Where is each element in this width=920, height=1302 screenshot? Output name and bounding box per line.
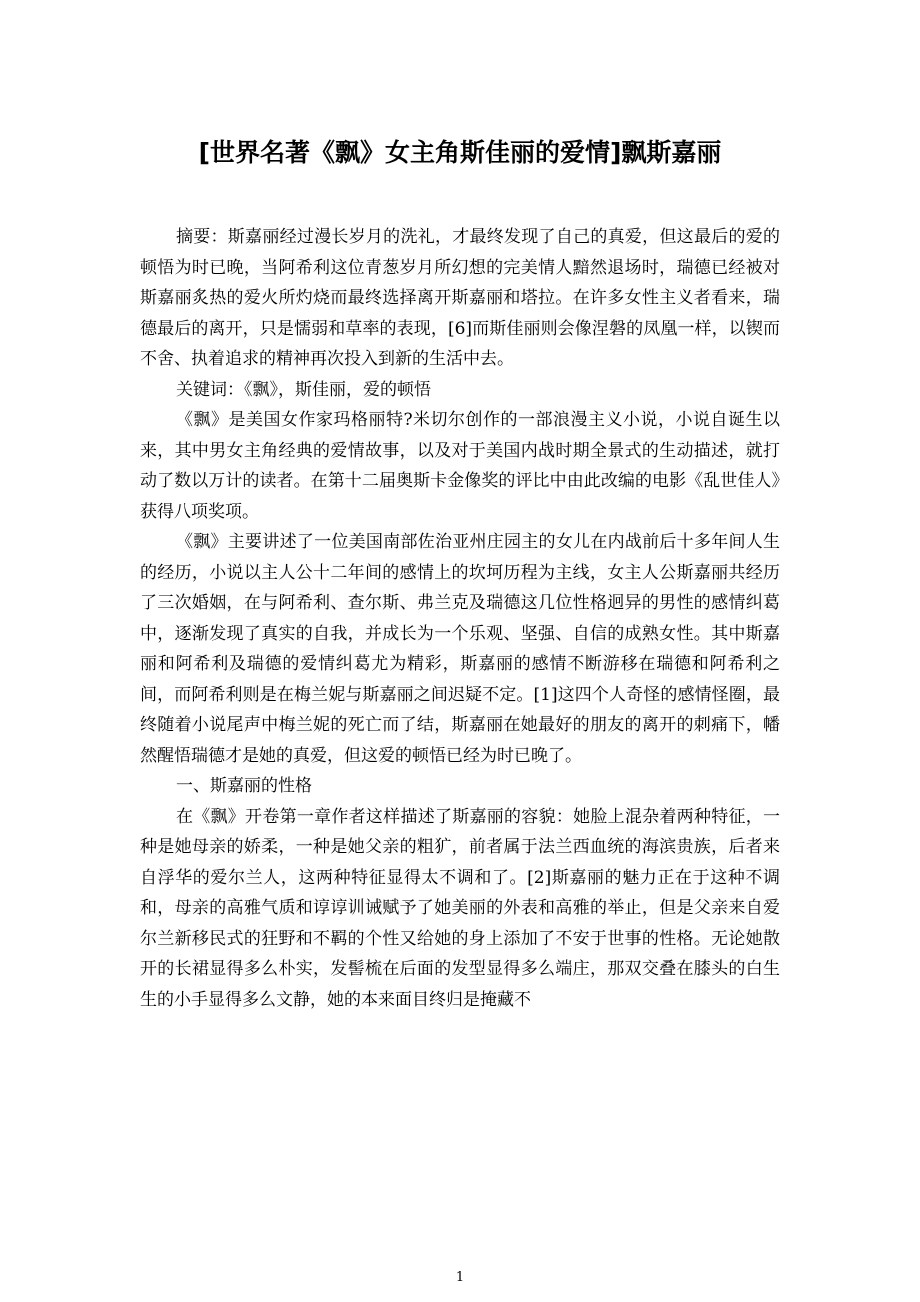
body-paragraph: 《飘》是美国女作家玛格丽特?米切尔创作的一部浪漫主义小说，小说自诞生以来，其中男女主角经典的爱情故事，以及对于美国内战时期全景式的生动描述，就打动了数以万计的读者。在第十二届奥斯卡金像奖的评比中由此改编的电影《乱世佳人》获得八项奖项。 — [140, 410, 780, 522]
section-heading: 一、斯嘉丽的性格 — [176, 776, 312, 796]
document-body — [140, 222, 780, 1015]
keywords-paragraph: 关键词：《飘》，斯佳丽，爱的顿悟 — [176, 379, 431, 400]
page-number: 1 — [455, 1270, 465, 1285]
body-paragraph: 《飘》主要讲述了一位美国南部佐治亚州庄园主的女儿在内战前后十多年间人生的经历，小说以主人公十二年间的感情上的坎坷历程为主线，女主人公斯嘉丽共经历了三次婚姻，在与阿希利、查尔斯、弗兰克及瑞德这几位性格迥异的男性的感情纠葛中，逐渐发现了真实的自我，并成长为一个乐观、坚强、自信的成熟女性。其中斯嘉丽和阿希利及瑞德的爱情纠葛尤为精彩，斯嘉丽的感情不断游移在瑞德和阿希利之间，而阿希利则是在梅兰妮与斯嘉丽之间迟疑不定。[1]这四个人奇怪的感情怪圈，最终随着小说尾声中梅兰妮的死亡而了结，斯嘉丽在她最好的朋友的离开的刺痛下，幡然醒悟瑞德才是她的真爱，但这爱的顿悟已经为时已晚了。 — [140, 532, 780, 766]
body-paragraph: 在《飘》开卷第一章作者这样描述了斯嘉丽的容貌：她脸上混杂着两种特征，一种是她母亲的娇柔，一种是她父亲的粗犷，前者属于法兰西血统的海滨贵族，后者来自浮华的爱尔兰人，这两种特征显得太不调和了。[2]斯嘉丽的魅力正在于这种不调和，母亲的高雅气质和谆谆训诫赋予了她美丽的外表和高雅的举止，但是父亲来自爱尔兰新移民式的狂野和不羁的个性又给她的身上添加了不安于世事的性格。无论她散开的长裙显得多么朴实，发髻梳在后面的发型显得多么端庄，那双交叠在膝头的白生生的小手显得多么文静，她的本来面目终归是掩藏不 — [140, 806, 780, 1010]
abstract-paragraph: 摘要：斯嘉丽经过漫长岁月的洗礼，才最终发现了自己的真爱，但这最后的爱的顿悟为时已晚，当阿希利这位青葱岁月所幻想的完美情人黯然退场时，瑞德已经被对斯嘉丽炙热的爱火所灼烧而最终选择离开斯嘉丽和塔拉。在许多女性主义者看来，瑞德最后的离开，只是懦弱和草率的表现，[6]而斯佳丽则会像涅磐的凤凰一样，以锲而不舍、执着追求的精神再次投入到新的生活中去。 — [140, 227, 780, 369]
document-title: [世界名著《飘》女主角斯佳丽的爱情]飘斯嘉丽 — [198, 138, 722, 167]
